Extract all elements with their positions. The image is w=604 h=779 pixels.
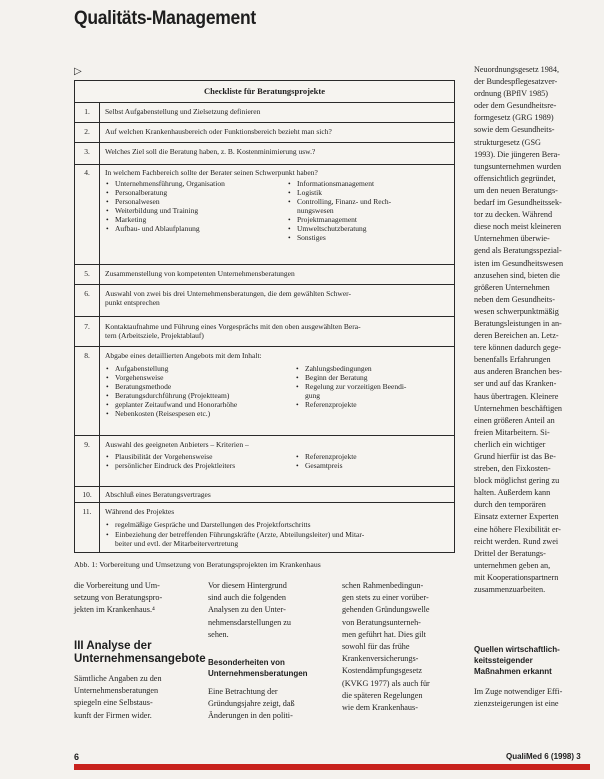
text-line: bedarf im Gesundheitssek- bbox=[474, 198, 562, 208]
text-line: Unternehmen überwie- bbox=[474, 234, 550, 244]
text-line: block möglichst gering zu bbox=[474, 476, 560, 486]
text-line: Grund hierfür ist das Be- bbox=[474, 452, 556, 461]
row-text: tern (Arbeitsziele, Projektablauf) bbox=[105, 331, 204, 340]
table-title: Checkliste für Beratungsprojekte bbox=[203, 86, 326, 96]
footer-rule bbox=[74, 764, 590, 770]
list-item: • Einbeziehung der betreffenden Führungskräfte (Arzte, Abteilungsleiter) und Mitar- bbox=[115, 530, 364, 539]
text-line: einen größeren Anteil an bbox=[474, 415, 555, 425]
text-line: spiegeln eine Selbstaus- bbox=[74, 698, 153, 708]
text-line: eine höhere Flexibilität er- bbox=[474, 524, 561, 534]
text-line: halten. Außerdem kann bbox=[474, 488, 551, 498]
text-line: tor zu decken. Während bbox=[474, 210, 553, 220]
text-line: Sämtliche Angaben zu den bbox=[74, 674, 162, 683]
row-text: Auswahl des geeigneten Anbieters – Kriterien – bbox=[105, 440, 249, 449]
text-line: um den neuen Beratungs- bbox=[474, 185, 558, 195]
list-item: • Unternehmensführung, Organisation bbox=[115, 179, 225, 188]
row-number: 11. bbox=[82, 507, 92, 516]
text-line: cherlich ein wichtiger bbox=[474, 439, 546, 449]
row-text: Abgabe eines detaillierten Angebots mit dem Inhalt: bbox=[105, 351, 262, 360]
column-1-body bbox=[74, 673, 194, 722]
list-item: • geplanter Zeitaufwand und Honorarhöhe bbox=[115, 400, 237, 409]
text-line: sowohl für das frühe bbox=[342, 642, 410, 652]
text-line: offensichtlich gegründet, bbox=[474, 173, 556, 183]
list-item: • Gesamtpreis bbox=[305, 461, 343, 470]
text-line: (KVKG 1977) als auch für bbox=[342, 678, 430, 688]
list-item: • Plausibilität der Vorgehensweise bbox=[115, 452, 213, 461]
row-text: Während des Projektes bbox=[105, 507, 175, 516]
figure-caption: Abb. 1: Vorbereitung und Umsetzung von Beratungsprojekten im Krankenhaus bbox=[74, 560, 321, 569]
list-item-continuation: nungswesen bbox=[297, 206, 334, 215]
list-item: • Beratungsmethode bbox=[115, 382, 171, 391]
text-line: zienzsteigerungen ist eine bbox=[474, 699, 559, 709]
list-item: • Marketing bbox=[115, 215, 146, 224]
text-line: von Beratungsunterneh- bbox=[342, 617, 421, 627]
text-line: Analysen zu den Unter- bbox=[208, 605, 286, 615]
list-item: • Projektmanagement bbox=[297, 215, 357, 224]
subsection-heading bbox=[208, 657, 308, 679]
row-number: 8. bbox=[84, 351, 90, 360]
text-line: Gründungsjahre zeigt, daß bbox=[208, 699, 295, 709]
list-item: • Regelung zur vorzeitigen Beendi- bbox=[305, 382, 406, 391]
row-number: 2. bbox=[84, 127, 90, 136]
text-line: gehenden Gründungswelle bbox=[342, 605, 430, 615]
list-item: • Beginn der Beratung bbox=[305, 373, 367, 382]
text-line: streben, den Fixkosten- bbox=[474, 464, 551, 474]
heading-line: Unternehmensberatungen bbox=[208, 669, 308, 678]
column-4-body bbox=[474, 686, 594, 710]
row-text: Auswahl von zwei bis drei Unternehmensberatungen, die dem gewählten Schwer- bbox=[105, 289, 352, 298]
row-text: Auf welchen Krankenhausbereich oder Funktionsbereich bezieht man sich? bbox=[105, 127, 332, 136]
text-line: gen stets zu einer vorüber- bbox=[342, 593, 429, 603]
page-title: Qualitäts-Management bbox=[74, 8, 256, 29]
text-line: Unternehmensberatungen bbox=[74, 686, 159, 696]
column-2 bbox=[208, 580, 332, 641]
text-line: größeren Unternehmen bbox=[474, 282, 550, 292]
list-item: • persönlicher Eindruck des Projektleiters bbox=[115, 461, 235, 470]
text-line: die Vorbereitung und Um- bbox=[74, 581, 160, 590]
text-line: Vor diesem Hintergrund bbox=[208, 581, 287, 590]
row-number: 10. bbox=[82, 490, 92, 499]
text-line: Änderungen in den politi- bbox=[208, 711, 293, 721]
text-line: jekten im Krankenhaus.⁴ bbox=[74, 605, 155, 615]
text-line: freien Mitarbeitern. Si- bbox=[474, 427, 550, 437]
list-item: • Referenzprojekte bbox=[305, 452, 357, 461]
text-line: haus übertragen. Kleinere bbox=[474, 391, 559, 401]
column-3 bbox=[342, 580, 464, 714]
list-item: • regelmäßige Gespräche und Darstellungen des Projektfortschritts bbox=[115, 520, 311, 529]
text-line: unternehmen geben an, bbox=[474, 560, 551, 570]
row-number: 7. bbox=[84, 322, 90, 331]
list-item: • Informationsmanagement bbox=[297, 179, 374, 188]
list-item: • Aufbau- und Ablaufplanung bbox=[115, 224, 200, 233]
text-line: benenfalls Erfahrungen bbox=[474, 355, 551, 365]
heading-line: Quellen wirtschaftlich- bbox=[474, 645, 560, 654]
text-line: Drittel der Beratungs- bbox=[474, 548, 546, 558]
heading-line: Maßnahmen erkannt bbox=[474, 667, 552, 676]
row-number: 5. bbox=[84, 269, 90, 278]
journal-reference: QualiMed 6 (1998) 3 bbox=[506, 752, 581, 761]
list-item: • Vorgehensweise bbox=[115, 373, 163, 382]
text-line: ser und auf das Kranken- bbox=[474, 379, 557, 389]
text-line: sind auch die folgenden bbox=[208, 593, 286, 603]
row-text: Abschluß eines Beratungsvertrages bbox=[105, 490, 211, 499]
list-item: • Weiterbildung und Training bbox=[115, 206, 198, 215]
text-line: Einsatz externer Experten bbox=[474, 512, 559, 522]
text-line: deren Bereichen an. Letz- bbox=[474, 331, 559, 341]
text-line: ordnung (BPflV 1985) bbox=[474, 89, 548, 99]
text-line: setzung von Beratungspro- bbox=[74, 593, 163, 603]
section-heading bbox=[74, 640, 206, 666]
text-line: men geführt hat. Dies gilt bbox=[342, 629, 426, 639]
row-text: punkt entsprechen bbox=[105, 298, 160, 307]
checklist-table bbox=[74, 80, 455, 553]
text-line: aus anderen Branchen bes- bbox=[474, 367, 562, 377]
text-line: Kostendämpfungsgesetz bbox=[342, 666, 423, 676]
heading-line: Besonderheiten von bbox=[208, 658, 285, 667]
text-line: oder dem Gesundheitsre- bbox=[474, 101, 557, 111]
text-line: 1993). Die jüngeren Bera- bbox=[474, 149, 560, 159]
text-line: wesen schwerpunktmäßig bbox=[474, 306, 559, 316]
row-number: 1. bbox=[84, 107, 90, 116]
text-line: der Bundespflegesatzver- bbox=[474, 77, 558, 87]
list-item: • Umweltschutzberatung bbox=[297, 224, 367, 233]
text-line: die späteren Regelungen bbox=[342, 690, 423, 700]
text-line: neben dem Gesundheits- bbox=[474, 294, 555, 304]
row-text: Selbst Aufgabenstellung und Zielsetzung definieren bbox=[105, 107, 261, 116]
row-text: Zusammenstellung von kompetenten Unternehmensberatungen bbox=[105, 269, 295, 278]
text-line: sehen. bbox=[208, 629, 229, 639]
heading-line: Unternehmensangebote bbox=[74, 653, 206, 665]
row-number: 4. bbox=[84, 168, 90, 177]
text-line: anzusehen sind, bieten die bbox=[474, 270, 560, 280]
list-item: • Beratungsdurchführung (Projektteam) bbox=[115, 391, 229, 400]
row-text: Kontaktaufnahme und Führung eines Vorgesprächs mit den oben ausgewählten Bera- bbox=[105, 322, 361, 331]
list-item-continuation: beiter und evtl. der Mitarbeitervertretung bbox=[115, 539, 239, 548]
row-number: 3. bbox=[84, 147, 90, 156]
text-line: gend als Beratungsspezial- bbox=[474, 246, 562, 256]
list-item: • Personalberatung bbox=[115, 188, 167, 197]
list-item: • Personalwesen bbox=[115, 197, 160, 206]
text-line: mit Kooperationspartnern bbox=[474, 572, 559, 582]
list-item-continuation: gung bbox=[305, 391, 320, 400]
list-item: • Logistik bbox=[297, 188, 322, 197]
list-item: • Aufgabenstellung bbox=[115, 364, 168, 373]
text-line: Krankenversicherungs- bbox=[342, 654, 419, 664]
text-line: schen Rahmenbedingun- bbox=[342, 581, 424, 590]
column-2-body bbox=[208, 686, 332, 723]
text-line: Neuordnungsgesetz 1984, bbox=[474, 65, 560, 74]
text-line: nehmensdarstellungen zu bbox=[208, 617, 291, 627]
text-line: strukturgesetz (GSG bbox=[474, 137, 541, 147]
page-number: 6 bbox=[74, 752, 80, 762]
section-marker-icon: ▷ bbox=[74, 66, 82, 77]
column-4 bbox=[474, 64, 594, 596]
text-line: wie dem Krankenhaus- bbox=[342, 703, 418, 713]
row-text: Welches Ziel soll die Beratung haben, z. B. Kostenminimierung usw.? bbox=[105, 147, 316, 156]
text-line: zusammenzuarbeiten. bbox=[474, 585, 546, 595]
text-line: sowie dem Gesundheits- bbox=[474, 125, 555, 135]
text-line: tungsunternehmen wurden bbox=[474, 161, 562, 171]
text-line: isten im Gesundheitswesen bbox=[474, 258, 564, 268]
text-line: diese noch meist kleineren bbox=[474, 222, 562, 232]
list-item: • Controlling, Finanz- und Rech- bbox=[297, 197, 391, 206]
column-1 bbox=[74, 580, 194, 617]
text-line: Eine Betrachtung der bbox=[208, 687, 278, 696]
row-number: 9. bbox=[84, 440, 90, 449]
text-line: durch den temporären bbox=[474, 500, 546, 510]
heading-line: III Analyse der bbox=[74, 640, 152, 652]
heading-line: keitssteigender bbox=[474, 656, 533, 665]
row-text: In welchem Fachbereich sollte der Berater seinen Schwerpunkt haben? bbox=[105, 168, 318, 177]
text-line: kunft der Firmen wider. bbox=[74, 710, 152, 720]
text-line: Beratungsleistungen in an- bbox=[474, 318, 562, 328]
list-item: • Zahlungsbedingungen bbox=[305, 364, 372, 373]
subsection-heading-2 bbox=[474, 644, 560, 677]
text-line: reicht werden. Rund zwei bbox=[474, 536, 559, 546]
list-item: • Nebenkosten (Reisespesen etc.) bbox=[115, 409, 210, 418]
text-line: Im Zuge notwendiger Effi- bbox=[474, 687, 563, 696]
text-line: Unternehmen beschäftigen bbox=[474, 403, 562, 413]
text-line: formgesetz (GRG 1989) bbox=[474, 113, 554, 123]
list-item: • Sonstiges bbox=[297, 233, 326, 242]
list-item: • Referenzprojekte bbox=[305, 400, 357, 409]
text-line: tere können dadurch gege- bbox=[474, 343, 562, 353]
row-number: 6. bbox=[84, 289, 90, 298]
